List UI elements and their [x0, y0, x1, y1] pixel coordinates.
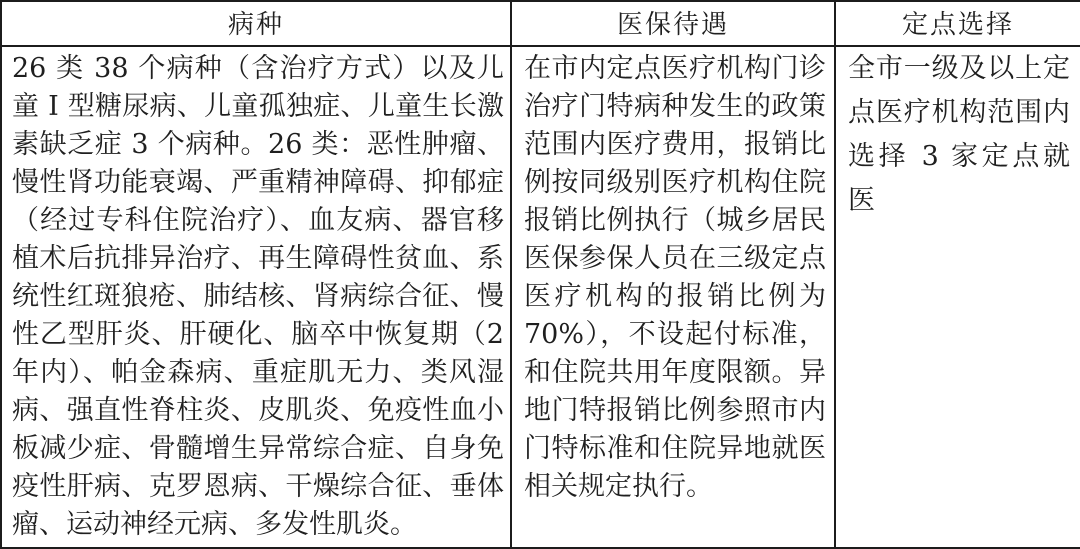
- header-insurance-benefit: 医保待遇: [511, 1, 835, 46]
- header-disease-type: 病种: [1, 1, 511, 46]
- cell-designated-selection: 全市一级及以上定点医疗机构范围内选择 3 家定点就医: [835, 46, 1080, 548]
- table-row: [1, 46, 1080, 548]
- header-row: [1, 1, 1080, 46]
- cell-insurance-benefit: 在市内定点医疗机构门诊治疗门特病种发生的政策范围内医疗费用，报销比例按同级别医疗机构住院报销比例执行（城乡居民医保参保人员在三级定点医疗机构的报销比例为 70%），不设起付标准，和住院共用年度限额。异地门特报销比例参照市内门特标准和住院异地就医相关规定执行。: [511, 46, 835, 548]
- cell-disease-list: 26 类 38 个病种（含治疗方式）以及儿童 I 型糖尿病、儿童孤独症、儿童生长激素缺乏症 3 个病种。26 类：恶性肿瘤、慢性肾功能衰竭、严重精神障碍、抑郁症（经过专科住院治疗）、血友病、器官移植术后抗排异治疗、再生障碍性贫血、系统性红斑狼疮、肺结核、肾病综合征、慢性乙型肝炎、肝硬化、脑卒中恢复期（2 年内）、帕金森病、重症肌无力、类风湿病、强直性脊柱炎、皮肌炎、免疫性血小板减少症、骨髓增生异常综合症、自身免疫性肝病、克罗恩病、干燥综合征、垂体瘤、运动神经元病、多发性肌炎。: [1, 46, 511, 548]
- header-designated-selection: 定点选择: [835, 1, 1080, 46]
